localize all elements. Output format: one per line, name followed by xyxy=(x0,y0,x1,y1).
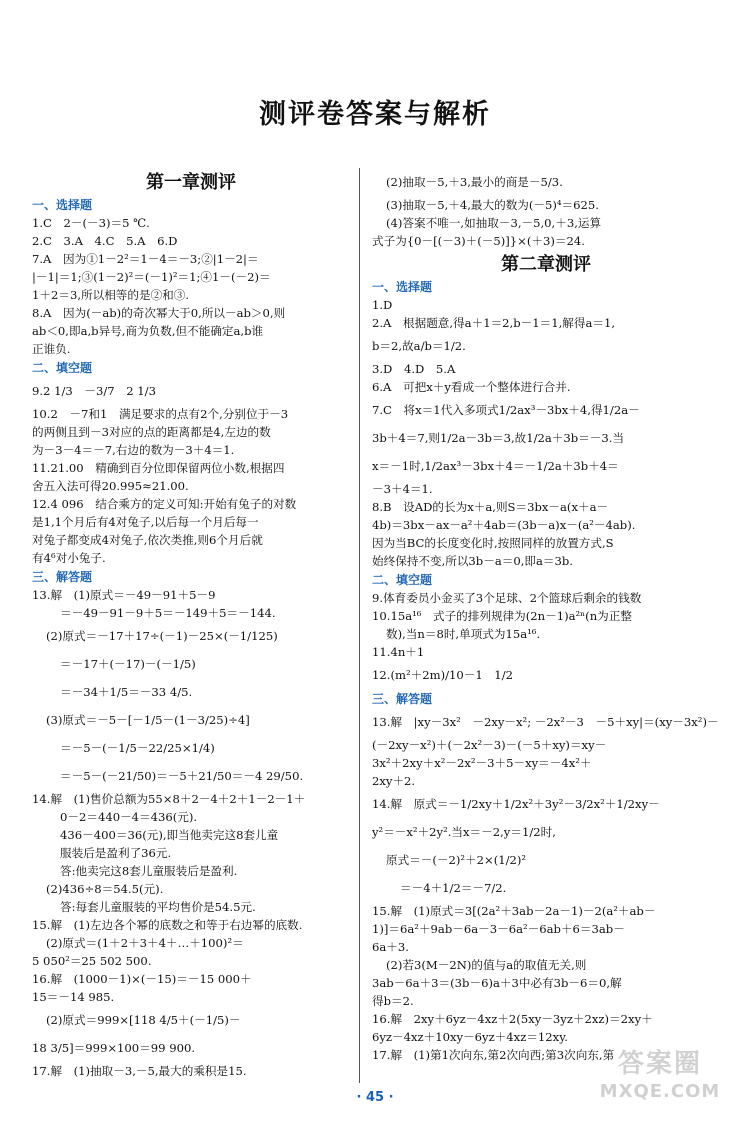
answer-line: 436－400＝36(元),即当他卖完这8套儿童 xyxy=(60,828,279,842)
answer-line: ＝－49－91－9＋5＝－149＋5＝－144. xyxy=(60,606,276,620)
answer-line: 11.21.00 精确到百分位即保留两位小数,根据四 xyxy=(32,461,285,475)
answer-line: (2)原式＝－17＋17÷(－1)－25×(－1/125) xyxy=(46,629,278,643)
answer-line: 14.解 (1)售价总额为55×8＋2－4＋2＋1－2－1＋ xyxy=(32,792,306,806)
answer-line: 2.A 根据题意,得a＋1＝2,b－1＝1,解得a＝1, xyxy=(372,316,616,330)
answer-line: 7.A 因为①1－2²＝1－4＝－3;②|1－2|＝ xyxy=(32,252,259,266)
answer-line: 3.D 4.D 5.A xyxy=(372,362,456,376)
answer-line: 始终保持不变,所以3b－a＝0,即a＝3b. xyxy=(372,554,573,568)
answer-line: 17.解 (1)抽取－3,－5,最大的乘积是15. xyxy=(32,1064,247,1078)
section-fill: 二、填空题 xyxy=(32,361,93,375)
chapter-2-heading: 第二章测评 xyxy=(501,254,591,275)
answer-line: 6.A 可把x＋y看成一个整体进行合并. xyxy=(372,380,571,394)
answer-line: 答:他卖完这8套儿童服装后是盈利. xyxy=(60,864,238,878)
answer-line: ＝－5－(－1/5－22/25×1/4) xyxy=(60,741,215,755)
answer-line: 6a＋3. xyxy=(372,940,409,954)
answer-line: 2.C 3.A 4.C 5.A 6.D xyxy=(32,234,178,248)
answer-line: 4b)＝3bx－ax－a²＋4ab＝(3b－a)x－(a²－4ab). xyxy=(372,518,636,532)
answer-line: 1)]＝6a²＋9ab－6a－3－6a²－6ab＋6＝3ab－ xyxy=(372,922,625,936)
answer-line: 8.A 因为(－ab)的奇次幂大于0,所以－ab＞0,则 xyxy=(32,306,286,320)
page-number: · 45 · xyxy=(356,1090,394,1105)
answer-line: x＝－1时,1/2ax³－3bx＋4＝－1/2a＋3b＋4＝ xyxy=(372,459,619,473)
section-solve: 三、解答题 xyxy=(32,570,93,584)
watermark-text: 答案圈 xyxy=(617,1049,702,1079)
answer-line: 式子为{0－[(－3)＋(－5)]}×(＋3)＝24. xyxy=(372,234,585,248)
answer-line: 9.体育委员小金买了3个足球、2个篮球后剩余的钱数 xyxy=(372,591,642,605)
answer-line: 16.解 2xy＋6yz－4xz＋2(5xy－3yz＋2xz)＝2xy＋ xyxy=(372,1012,653,1026)
left-column xyxy=(32,168,350,1080)
answer-line: 8.B 设AD的长为x＋a,则S＝3bx－a(x＋a－ xyxy=(372,500,609,514)
answer-line: 0－2＝440－4＝436(元). xyxy=(60,810,198,824)
answer-line: (2)436÷8＝54.5(元). xyxy=(46,882,164,896)
answer-line: |－1|＝1;③(1－2)²＝(－1)²＝1;④1－(－2)＝ xyxy=(32,270,271,284)
answer-line: 6yz－4xz＋10xy－6yz＋4xz＝12xy. xyxy=(372,1030,568,1044)
answer-line: 答:每套儿童服装的平均售价是54.5元. xyxy=(60,900,256,914)
answer-line: (－2xy－x²)＋(－2x²－3)－(－5＋xy)＝xy－ xyxy=(372,738,607,752)
watermark-url: MXQE.COM xyxy=(599,1081,721,1102)
answer-line: 原式＝－(－2)²＋2×(1/2)² xyxy=(386,853,527,867)
answer-line: (2)原式＝(1＋2＋3＋4＋…＋100)²＝ xyxy=(46,936,244,950)
chapter-1-heading: 第一章测评 xyxy=(146,172,236,193)
answer-line: (2)原式＝999×[118 4/5＋(－1/5)－ xyxy=(46,1013,241,1027)
answer-line: y²＝－x²＋2y².当x＝－2,y＝1/2时, xyxy=(372,825,556,839)
answer-line: 12.4 096 结合乘方的定义可知:开始有兔子的对数 xyxy=(32,497,297,511)
answer-line: 15＝－14 985. xyxy=(32,990,115,1004)
answer-line: (2)若3(M－2N)的值与a的取值无关,则 xyxy=(386,958,587,972)
answer-line: (4)答案不唯一,如抽取－3,－5,0,＋3,运算 xyxy=(386,216,602,230)
answer-line: 1.D xyxy=(372,298,393,312)
right-column xyxy=(372,168,720,1064)
answer-line: 18 3/5]＝999×100＝99 900. xyxy=(32,1041,196,1055)
section-solve: 三、解答题 xyxy=(372,692,433,706)
answer-line: 11.4n＋1 xyxy=(372,645,425,659)
answer-line: 5 050²＝25 502 500. xyxy=(32,954,152,968)
watermark xyxy=(590,1047,730,1117)
answer-line: ＝－4＋1/2＝－7/2. xyxy=(400,881,507,895)
section-choice: 一、选择题 xyxy=(372,280,433,294)
answer-line: (3)原式＝－5－[－1/5－(1－3/25)÷4] xyxy=(46,713,250,727)
answer-line: 15.解 (1)左边各个幂的底数之和等于右边幂的底数. xyxy=(32,918,303,932)
answer-line: 15.解 (1)原式＝3[(2a²＋3ab－2a－1)－2(a²＋ab－ xyxy=(372,904,656,918)
answer-line: ＝－34＋1/5＝－33 4/5. xyxy=(60,685,193,699)
answer-line: (2)抽取－5,＋3,最小的商是－5/3. xyxy=(386,175,563,189)
answer-line: 2xy＋2. xyxy=(372,774,416,788)
section-fill: 二、填空题 xyxy=(372,573,433,587)
answer-line: 是1,1个月后有4对兔子,以后每一个月后每一 xyxy=(32,515,259,529)
answer-line: 舍五入法可得20.995≈21.00. xyxy=(32,479,189,493)
answer-line: 10.2 －7和1 满足要求的点有2个,分别位于－3 xyxy=(32,407,289,421)
answer-line: 因为当BC的长度变化时,按照同样的放置方式,S xyxy=(372,536,614,550)
answer-line: 17.解 (1)第1次向东,第2次向西;第3次向东,第 xyxy=(372,1048,615,1062)
answer-line: 16.解 (1000－1)×(－15)＝－15 000＋ xyxy=(32,972,252,986)
column-divider xyxy=(359,168,360,1083)
answer-line: 13.解 |xy－3x² －2xy－x²; －2x²－3 －5＋xy|＝(xy－3x²)－ xyxy=(372,715,719,729)
answer-line: 3x²＋2xy＋x²－2x²－3＋5－xy＝－4x²＋ xyxy=(372,756,592,770)
answer-line: 1.C 2－(－3)＝5 ℃. xyxy=(32,216,150,230)
answer-line: 3b＋4＝7,则1/2a－3b＝3,故1/2a＋3b＝－3.当 xyxy=(372,431,625,445)
answer-line: 正谁负. xyxy=(32,342,71,356)
page-title: 测评卷答案与解析 xyxy=(259,99,491,130)
answer-line: 得b＝2. xyxy=(372,994,414,1008)
section-choice: 一、选择题 xyxy=(32,198,93,212)
answer-line: 对兔子都变成4对兔子,依次类推,则6个月后就 xyxy=(32,533,263,547)
answer-line: 有4⁶对小兔子. xyxy=(32,551,106,565)
answer-line: －3＋4＝1. xyxy=(372,482,433,496)
answer-line: ＝－5－(－21/50)＝－5＋21/50＝－4 29/50. xyxy=(60,769,304,783)
answer-line: 10.15a¹⁶ 式子的排列规律为(2n－1)a²ⁿ(n为正整 xyxy=(372,609,632,623)
answer-line: 9.2 1/3 －3/7 2 1/3 xyxy=(32,384,156,398)
answer-line: 1＋2＝3,所以相等的是②和③. xyxy=(32,288,190,302)
answer-line: ＝－17＋(－17)－(－1/5) xyxy=(60,657,196,671)
answer-line: 7.C 将x＝1代入多项式1/2ax³－3bx＋4,得1/2a－ xyxy=(372,403,640,417)
answer-line: 3ab－6a＋3＝(3b－6)a＋3中必有3b－6＝0,解 xyxy=(372,976,622,990)
answer-line: 14.解 原式＝－1/2xy＋1/2x²＋3y²－3/2x²＋1/2xy－ xyxy=(372,797,660,811)
answer-line: 为－3－4＝－7,右边的数为－3＋4＝1. xyxy=(32,443,235,457)
answer-line: 的两侧且到－3对应的点的距离都是4,左边的数 xyxy=(32,425,271,439)
answer-line: 服装后是盈利了36元. xyxy=(60,846,172,860)
answer-line: (3)抽取－5,＋4,最大的数为(－5)⁴＝625. xyxy=(386,198,599,212)
answer-line: 12.(m²＋2m)/10－1 1/2 xyxy=(372,668,513,682)
answer-line: 数),当n＝8时,单项式为15a¹⁶. xyxy=(386,627,541,641)
answer-line: ab＜0,即a,b异号,商为负数,但不能确定a,b谁 xyxy=(32,324,264,338)
answer-line: 13.解 (1)原式＝－49－91＋5－9 xyxy=(32,588,216,602)
answer-line: b＝2,故a/b＝1/2. xyxy=(372,339,466,353)
